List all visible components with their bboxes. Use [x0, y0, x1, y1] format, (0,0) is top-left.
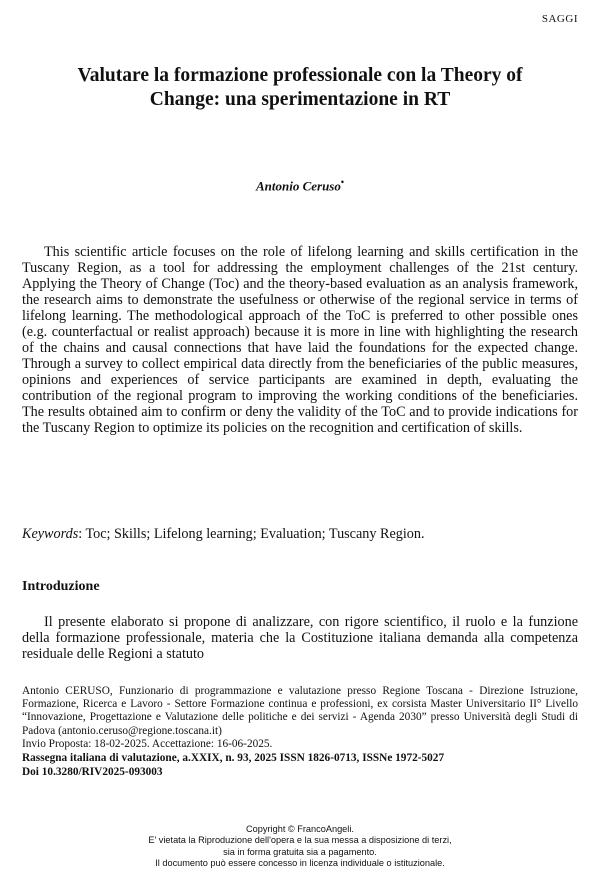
journal-info [22, 751, 582, 779]
copyright-line-1: Copyright © FrancoAngeli. [246, 824, 354, 834]
journal-doi: Doi 10.3280/RIV2025-093003 [22, 766, 163, 778]
section-label: SAGGI [541, 13, 578, 25]
keywords-line [22, 526, 578, 543]
keywords-label: Keywords [22, 526, 79, 542]
section-heading-introduzione: Introduzione [22, 579, 100, 594]
copyright-line-3: sia in forma gratuita sia a pagamento. [223, 846, 377, 857]
author-footnote-mark: • [340, 177, 345, 187]
abstract-paragraph: This scientific article focuses on the role of lifelong learning and skills certification in the Tuscany Region, as a tool for addressing the employment challenges of the 21st century. Applying the Theory of Change (Toc) and the theory-based evaluation as an analysis framework, the research aims to demonstrate the usefulness or otherwise of the regional service in terms of lifelong learning. The methodological approach of the ToC is preferred to other possible ones (e.g. counterfactual or realist approach) because it is more in line with highlighting the research of the chains and causal connections that have laid the foundations for the expected change. Through a survey to collect empirical data directly from the beneficiaries of the public measures, opinions and experiences of service participants are examined in depth, evaluating the contribution of the regional program to improving the working conditions of the beneficiaries. The results obtained aim to confirm or deny the validity of the ToC and to provide indications for the Tuscany Region to optimize its policies on the recognition and certification of skills. [22, 244, 578, 436]
author-affiliation: Antonio CERUSO, Funzionario di programmazione e valutazione presso Regione Toscana - Direzione Istruzione, Formazione, Ricerca e Lavoro - Settore Formazione continua e professioni, ex corsista Master Universitario II° Livello “Innovazione, Progettazione e Valutazione delle politiche e dei servizi - Agenda 2030” presso Università degli Studi di Padova (antonio.ceruso@regione.toscana.it) [22, 685, 578, 737]
submission-dates: Invio Proposta: 18-02-2025. Accettazione: 16-06-2025. [22, 737, 273, 750]
author-footnote [22, 685, 578, 751]
copyright-line-2: E' vietata la Riproduzione dell'opera e la sua messa a disposizione di terzi, [148, 835, 452, 846]
journal-citation: Rassegna italiana di valutazione, a.XXIX, n. 93, 2025 ISSN 1826-0713, ISSNe 1972-5027 [22, 752, 445, 764]
author-line [0, 177, 600, 194]
article-title: Valutare la formazione professionale con la Theory of Change: una sperimentazione in RT [77, 65, 523, 110]
keywords-list: : Toc; Skills; Lifelong learning; Evaluation; Tuscany Region. [78, 526, 425, 542]
intro-paragraph: Il presente elaborato si propone di analizzare, con rigore scientifico, il ruolo e la funzione della formazione professionale, materia che la Costituzione italiana demanda alla competenza residuale delle Regioni a statuto [22, 614, 578, 662]
copyright-line-4: Il documento può essere concesso in licenza individuale o istituzionale. [155, 857, 445, 868]
author-name: Antonio Ceruso [255, 178, 341, 194]
copyright-notice [0, 824, 600, 869]
